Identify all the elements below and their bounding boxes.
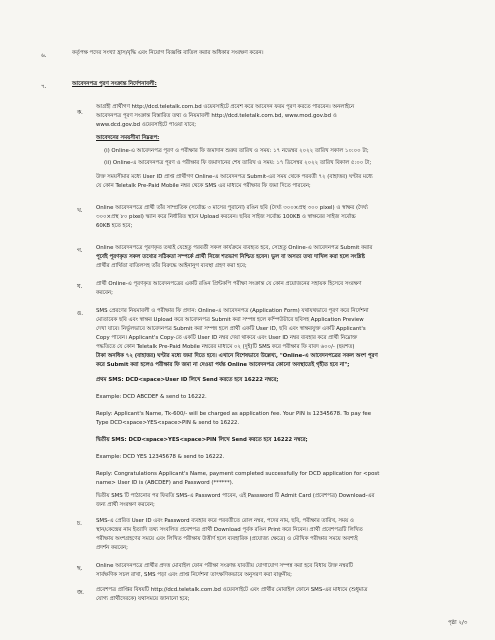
- section-g-line: প্রার্থীর প্রার্থিতা বাতিলসহ তাঁর বিরুদ্ধে আইনানুগ ব্যবস্থা গ্রহণ করা হবে;: [96, 263, 247, 269]
- section-g-line: Online আবেদনপত্রে পূরণকৃত তথ্যই যেহেতু পরবর্তী সকল কার্যক্রমে ব্যবহৃত হবে, সেহেতু Online-এ আবেদনপত্র Submit করার: [96, 245, 373, 251]
- section-ng-line: করে Submit করা হলেও পরীক্ষার ফি জমা না দেওয়া পর্যন্ত Online আবেদনপত্র কোনো অবস্থাতেই গৃহীত হবে না";: [96, 362, 350, 368]
- item-6-text: কর্তৃপক্ষ পদের সংখ্যা হ্রাস/বৃদ্ধি এবং নিয়োগ বিজ্ঞপ্তি বাতিল করার অধিকার সংরক্ষণ করেন।: [72, 50, 264, 56]
- section-ng-line: পদ্ধতিতে যে কোন Teletalk Pre-Paid Mobile নম্বরের মাধ্যমে ০২ (দুই)টি SMS করে পরীক্ষার ফি বাবদ ৬০০/- (ছয়শত): [96, 344, 355, 350]
- section-ng-line: মোতাবেক ছবি এবং স্বাক্ষর Upload করে আবেদনপত্র Submit করা সম্পন্ন হলে কম্পিউটারে ছবিসহ Application Preview: [96, 317, 364, 323]
- section-k-after: যে কোন Teletalk Pre-Paid Mobile নম্বর থেকে SMS এর মাধ্যমে পরীক্ষার ফি জমা দিতে পারবেন;: [96, 183, 311, 189]
- second-sms-reply: Reply: Congratulations Applicant's Name, payment completed successfully for DCD application for <post: [96, 471, 380, 477]
- section-j-label: জ.: [77, 590, 85, 596]
- first-sms-reply: Reply: Applicant's Name, Tk-600/- will be charged as application fee. Your PIN is 12345678. To pay fee: [96, 411, 372, 417]
- item-7-title: আবেদনপত্র পূরণ সংক্রান্ত নির্দেশনাবলী:: [72, 81, 157, 87]
- section-g-label: গ.: [77, 248, 83, 254]
- section-ng-line: SMS প্রেরণের নিয়মাবলী ও পরীক্ষার ফি প্রদান: Online-এ আবেদনপত্র (Application Form) যথাযথভাবে পূরণ করে নির্দেশনা: [96, 308, 369, 314]
- section-kh-label: খ.: [77, 208, 83, 214]
- section-k-line: আবেদনপত্র পূরণ সংক্রান্ত বিস্তারিত তথ্য ও নিয়মাবলী http://dcd.teletalk.com.bd, www.mod.gov.bd ও: [96, 113, 337, 119]
- section-k-line: www.dcd.gov.bd ওয়েবসাইটে পাওয়া যাবে;: [96, 122, 197, 128]
- section-chh-line: Online আবেদনপত্রে প্রার্থীর প্রদত্ত মোবাইল ফোন পরীক্ষা সংক্রান্ত যাবতীয় যোগাযোগ সম্পন্ন করা হবে বিধায় উক্ত নম্বরটি: [96, 563, 353, 569]
- password-note: জন্য প্রার্থী সংরক্ষণ করবেন;: [96, 502, 155, 508]
- item-7-number: ৭.: [41, 84, 47, 90]
- second-sms-reply: name> User ID is (ABCDEF) and Password (******).: [96, 480, 234, 486]
- section-g-line: পূর্বেই পূরণকৃত সকল তথ্যের সঠিকতা সম্পর্কে প্রার্থী নিজে শতভাগ নিশ্চিত হবেন। ভুল বা অসত্য তথ্য দাখিল করা হলে সংশ্লিষ্ট: [96, 254, 365, 260]
- section-j-line: প্রবেশপত্র প্রাপ্তির বিষয়টি http://dcd.teletalk.com.bd ওয়েবসাইটে এবং প্রার্থীর মোবাইল ফোনে SMS-এর মাধ্যমে (শুধুমাত্র: [96, 587, 368, 593]
- section-ng-line: দেখা যাবে। নির্ভুলভাবে আবেদনপত্র Submit করা সম্পন্ন হলে প্রার্থী একটি User ID, ছবি এবং স্বাক্ষরযুক্ত একটি Applicant's: [96, 326, 366, 332]
- section-ng-line: টাকা অনধিক ৭২ (বাহাত্তর) ঘণ্টার মধ্যে জমা দিতে হবে। এখানে বিশেষভাবে উল্লেখ্য, "Online-এ আবেদনপত্রের সকল অংশ পূরণ: [96, 353, 378, 359]
- section-ch-line: SMS-এ প্রেরিত User ID এবং Password ব্যবহার করে পরবর্তীতে রোল নম্বর, পদের নাম, ছবি, পরীক্ষার তারিখ, সময় ও: [96, 518, 354, 524]
- section-k-label: ক.: [77, 110, 83, 116]
- first-sms-reply: Type DCD<space>YES<space>PIN & send to 16222.: [96, 420, 240, 426]
- section-k-after: উক্ত সময়সীমার মধ্যে User ID প্রাপ্ত প্রার্থীগণ Online-এ আবেদনপত্র Submit-এর সময় থেকে পরবর্তী ৭২ (বাহাত্তর) ঘণ্টার মধ্যে: [96, 174, 373, 180]
- section-ch-line: প্রদর্শন করবেন;: [96, 545, 128, 551]
- second-sms-instruction: দ্বিতীয় SMS: DCD<space>YES<space>PIN লিখে Send করতে হবে 16222 নম্বরে;: [96, 437, 308, 443]
- first-sms-instruction: প্রথম SMS: DCD<space>User ID লিখে Send করতে হবে 16222 নম্বরে;: [96, 377, 279, 383]
- page-number: পৃষ্ঠা ২/৩: [448, 620, 468, 626]
- first-sms-example: Example: DCD ABCDEF & send to 16222.: [96, 394, 207, 400]
- second-sms-example: Example: DCD YES 12345678 & send to 16222.: [96, 454, 225, 460]
- section-gh-line: প্রার্থী Online-এ পূরণকৃত আবেদনপত্রের একটি রঙিন প্রিন্টকপি পরীক্ষা সংক্রান্ত যে কোন প্রয়োজনের সহায়ক হিসেবে সংরক্ষণ: [96, 281, 362, 287]
- schedule-title: আবেদনের সময়সীমা নিম্নরূপ:: [96, 135, 160, 141]
- item-6-number: ৬.: [41, 53, 47, 59]
- section-ch-label: চ.: [77, 521, 82, 527]
- section-ng-label: ঙ.: [77, 311, 84, 317]
- section-chh-line: সার্বক্ষণিক সচল রাখা, SMS পড়া এবং প্রাপ্ত নির্দেশনা তাৎক্ষণিকভাবে অনুসরণ করা বাঞ্ছনীয়;: [96, 572, 292, 578]
- schedule-item: (ii) Online-এ আবেদনপত্র পূরণ ও পরীক্ষার ফি জমাদানের শেষ তারিখ ও সময়: ১৭ ডিসেম্বর ২০২২ তারিখ বিকাল ৫:০০ টা;: [104, 160, 372, 166]
- schedule-item: (i) Online-এ আবেদনপত্র পূরণ ও পরীক্ষার ফি জমাদান শুরুর তারিখ ও সময়: ১৭ নভেম্বর ২০২২ তারিখ সকাল ১০:০০ টা;: [104, 148, 369, 154]
- section-gh-label: ঘ.: [77, 284, 83, 290]
- section-kh-line: ৩০০×প্রস্থ ৮০ pixel) স্ক্যান করে নির্ধারিত স্থানে Upload করবেন। ছবির সাইজ সর্বোচ্চ 100KB ও স্বাক্ষরের সাইজ সর্বোচ্চ: [96, 214, 356, 220]
- section-ng-line: Copy পাবেন। Applicant's Copy-তে একটি User ID নম্বর দেয়া থাকবে এবং User ID নম্বর ব্যবহার করে প্রার্থী নিম্নোক্ত: [96, 335, 358, 341]
- section-chh-label: ছ.: [77, 566, 83, 572]
- section-ch-line: পরীক্ষায় অংশগ্রহণের সময়ে এবং লিখিত পরীক্ষায় উত্তীর্ণ হলে ব্যবহারিক (প্রযোজ্য ক্ষেত্রে) ও মৌখিক পরীক্ষার সময়ে অবশ্যই: [96, 536, 358, 542]
- section-j-line: যোগ্য প্রার্থীদেরকে) যথাসময়ে জানানো হবে;: [96, 596, 190, 602]
- section-ch-line: স্থান/কেন্দ্রের নাম ইত্যাদি তথ্য সংবলিত প্রবেশপত্র প্রার্থী Download পূর্বক রঙিন Print করে নিবেন। প্রার্থী প্রবেশপত্রটি লিখিত: [96, 527, 363, 533]
- section-kh-line: 60KB হতে হবে;: [96, 223, 133, 229]
- section-k-line: আগ্রহী প্রার্থীগণ http://dcd.teletalk.com.bd ওয়েবসাইটে প্রবেশ করে আবেদন ফরম পূরণ করতে পারবেন। অনলাইনে: [96, 104, 355, 110]
- section-gh-line: করবেন;: [96, 290, 113, 296]
- section-kh-line: Online আবেদনপত্রে প্রার্থী তাঁর সাম্প্রতিক (সর্বোচ্চ ৩ মাসের পুরানো) রঙিন ছবি (দৈর্ঘ্য ৩০০×প্রস্থ ৩০০ pixel) ও স্বাক্ষর (দৈর্ঘ্য: [96, 205, 368, 211]
- password-note: দ্বিতীয় SMS টি পাঠানোর পর ফিরতি SMS-এ Password পাবেন, এই Password টি Admit Card (প্রবেশপত্র) Download-এর: [96, 493, 375, 499]
